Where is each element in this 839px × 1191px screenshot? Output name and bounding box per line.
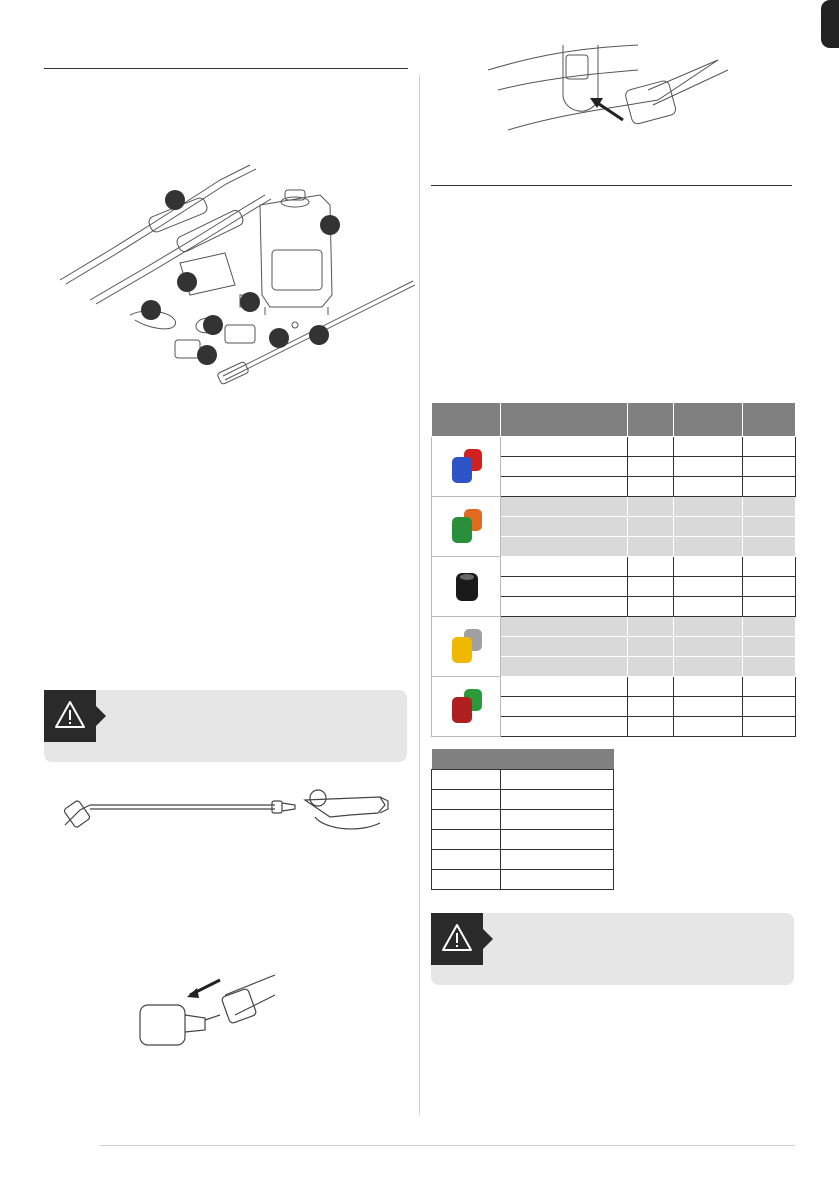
table-cell xyxy=(501,477,628,497)
column-separator xyxy=(419,75,420,1115)
table-cell xyxy=(743,477,796,497)
table-row xyxy=(432,830,614,850)
table-cell xyxy=(628,457,674,477)
nozzle-body xyxy=(452,457,472,483)
nozzle-detach-illustration xyxy=(135,970,275,1055)
nozzle-image-cell xyxy=(432,497,501,557)
nozzle-table xyxy=(431,402,796,737)
table-cell xyxy=(674,577,743,597)
nozzle-image-cell xyxy=(432,557,501,617)
table-cell xyxy=(743,637,796,657)
table-cell xyxy=(628,717,674,737)
table-cell xyxy=(743,677,796,697)
table-cell xyxy=(674,697,743,717)
table-cell xyxy=(674,517,743,537)
table-cell xyxy=(628,517,674,537)
header-cell xyxy=(628,403,674,437)
warning-flag xyxy=(431,913,483,965)
table-cell xyxy=(743,717,796,737)
table-cell xyxy=(501,557,628,577)
warning-box-left xyxy=(44,690,407,762)
nozzle-body xyxy=(452,697,472,723)
header-cell xyxy=(743,403,796,437)
nozzle-image-cell xyxy=(432,677,501,737)
table-row xyxy=(432,870,614,890)
table-cell xyxy=(743,517,796,537)
table-cell xyxy=(743,457,796,477)
table-cell xyxy=(501,517,628,537)
table-row xyxy=(432,617,796,637)
table-row xyxy=(432,850,614,870)
table-cell xyxy=(743,597,796,617)
nozzle-icon xyxy=(436,441,496,493)
warning-flag xyxy=(44,690,96,742)
page-tab-marker xyxy=(821,0,839,48)
table-row xyxy=(432,497,796,517)
table-cell xyxy=(501,577,628,597)
table-cell xyxy=(674,437,743,457)
table-cell xyxy=(628,617,674,637)
table-cell xyxy=(674,677,743,697)
header-cell xyxy=(501,403,628,437)
nozzle-table-header xyxy=(432,403,796,437)
table-cell xyxy=(674,657,743,677)
table-cell xyxy=(674,537,743,557)
footer-rule xyxy=(100,1145,795,1146)
table-cell xyxy=(501,697,628,717)
table-cell xyxy=(674,457,743,477)
table-cell xyxy=(674,597,743,617)
table-cell xyxy=(501,637,628,657)
nozzle-orifice xyxy=(460,574,474,580)
table-cell xyxy=(743,577,796,597)
table-cell xyxy=(628,577,674,597)
table-cell xyxy=(501,437,628,457)
lance-assembly-illustration xyxy=(60,785,400,840)
nozzle-icon xyxy=(436,621,496,673)
table-row xyxy=(432,790,614,810)
warning-triangle-icon xyxy=(54,699,86,731)
header-cell xyxy=(674,403,743,437)
table-row xyxy=(432,437,796,457)
hose-connection-illustration xyxy=(478,40,748,140)
table-cell xyxy=(501,597,628,617)
table-cell xyxy=(674,497,743,517)
nozzle-body xyxy=(452,517,472,543)
header-cell xyxy=(432,403,501,437)
table-cell xyxy=(628,597,674,617)
section-rule-left xyxy=(44,68,408,69)
table-cell xyxy=(628,437,674,457)
table-cell xyxy=(628,497,674,517)
table-cell xyxy=(743,497,796,517)
table-cell xyxy=(628,537,674,557)
table-cell xyxy=(628,677,674,697)
nozzle-icon xyxy=(436,681,496,733)
table-cell xyxy=(628,637,674,657)
product-parts-illustration xyxy=(50,155,415,400)
table-cell xyxy=(501,657,628,677)
table-cell xyxy=(674,637,743,657)
key-table xyxy=(431,749,614,890)
table-cell xyxy=(674,557,743,577)
table-cell xyxy=(743,557,796,577)
table-cell xyxy=(674,717,743,737)
warning-box-right xyxy=(431,913,794,985)
table-cell xyxy=(628,477,674,497)
table-cell xyxy=(674,617,743,637)
table-cell xyxy=(628,657,674,677)
table-cell xyxy=(743,437,796,457)
table-cell xyxy=(501,457,628,477)
nozzle-image-cell xyxy=(432,437,501,497)
table-cell xyxy=(743,537,796,557)
table-cell xyxy=(501,677,628,697)
nozzle-icon xyxy=(436,501,496,553)
table-cell xyxy=(743,697,796,717)
table-cell xyxy=(501,497,628,517)
table-cell xyxy=(743,617,796,637)
nozzle-body xyxy=(452,637,472,663)
table-cell xyxy=(628,557,674,577)
nozzle-image-cell xyxy=(432,617,501,677)
table-row xyxy=(432,810,614,830)
table-cell xyxy=(501,717,628,737)
table-row xyxy=(432,770,614,790)
section-rule-right xyxy=(431,185,792,186)
nozzle-icon xyxy=(436,561,496,613)
table-cell xyxy=(674,477,743,497)
warning-triangle-icon xyxy=(441,922,473,954)
table-cell xyxy=(501,537,628,557)
table-row xyxy=(432,677,796,697)
table-cell xyxy=(628,697,674,717)
table-cell xyxy=(501,617,628,637)
table-cell xyxy=(743,657,796,677)
key-table-header xyxy=(432,749,614,770)
table-row xyxy=(432,557,796,577)
